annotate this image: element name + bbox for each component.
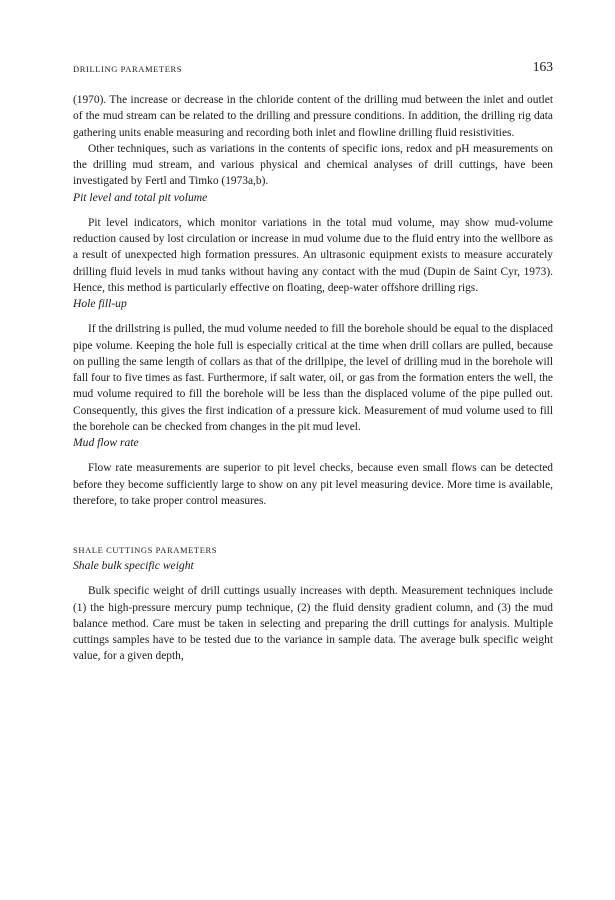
mud-flow-rate-heading: Mud flow rate <box>73 436 139 450</box>
hole-fill-up-heading: Hole fill-up <box>73 297 127 311</box>
other-techniques-paragraph: Other techniques, such as variations in the contents of specific ions, redox and pH measurements on the drilling mud stream, and various physical and chemical analyses of drill cuttings, have been investigated by Fertl and Timko (1973a,b). <box>73 142 553 188</box>
running-title: DRILLING PARAMETERS <box>73 64 183 74</box>
pit-level-heading: Pit level and total pit volume <box>73 190 208 204</box>
shale-bulk-specific-weight-paragraph: Bulk specific weight of drill cuttings usually increases with depth. Measurement techniques include (1) the high-pressure mercury pump technique, (2) the fluid density gradient column, and (3) the mud balance method. Care must be taken in selecting and preparing the drill cuttings for analysis. Multiple cuttings samples have to be tested due to the variance in sample data. The average bulk specific weight value, for a given depth, <box>73 585 553 663</box>
shale-cuttings-section-heading: SHALE CUTTINGS PARAMETERS <box>73 545 218 556</box>
intro-continuation-paragraph: (1970). The increase or decrease in the chloride content of the drilling mud between the inlet and outlet of the mud stream can be related to the drilling and pressure conditions. In addition, the drilling rig data gathering units enable measuring and recording both inlet and flowline drilling fluid resistivities. <box>73 94 553 139</box>
book-page <box>73 58 553 665</box>
mud-flow-rate-paragraph: Flow rate measurements are superior to pit level checks, because even small flows can be detected before they become sufficiently large to show on any pit level measuring device. More time is available, therefore, to take proper control measures. <box>73 462 553 507</box>
page-number: 163 <box>532 59 553 74</box>
hole-fill-up-paragraph: If the drillstring is pulled, the mud volume needed to fill the borehole should be equal to the displaced pipe volume. Keeping the hole full is especially critical at the time when drill collars are pulled, because on pulling the same length of collars as that of the drillpipe, the level of drilling mud in the borehole will fall four to five times as fast. Furthermore, if salt water, oil, or gas from the formation enters the well, the mud volume required to fill the borehole will be less than the displaced volume of the pipe pulled out. Consequently, this gives the first indication of a pressure kick. Measurement of mud volume used to fill the borehole can be checked from changes in the pit mud level. <box>73 323 553 434</box>
shale-bulk-specific-weight-heading: Shale bulk specific weight <box>73 559 194 573</box>
running-header <box>73 58 553 80</box>
pit-level-paragraph: Pit level indicators, which monitor variations in the total mud volume, may show mud-volume reduction caused by lost circulation or increase in mud volume due to the fluid entry into the wellbore as a result of unexpected high formation pressures. An ultrasonic equipment exists to measure accurately drilling fluid levels in mud tanks without having any contact with the mud (Dupin de Saint Cyr, 1973). Hence, this method is particularly effective on floating, deep-water offshore drilling rigs. <box>73 216 553 294</box>
